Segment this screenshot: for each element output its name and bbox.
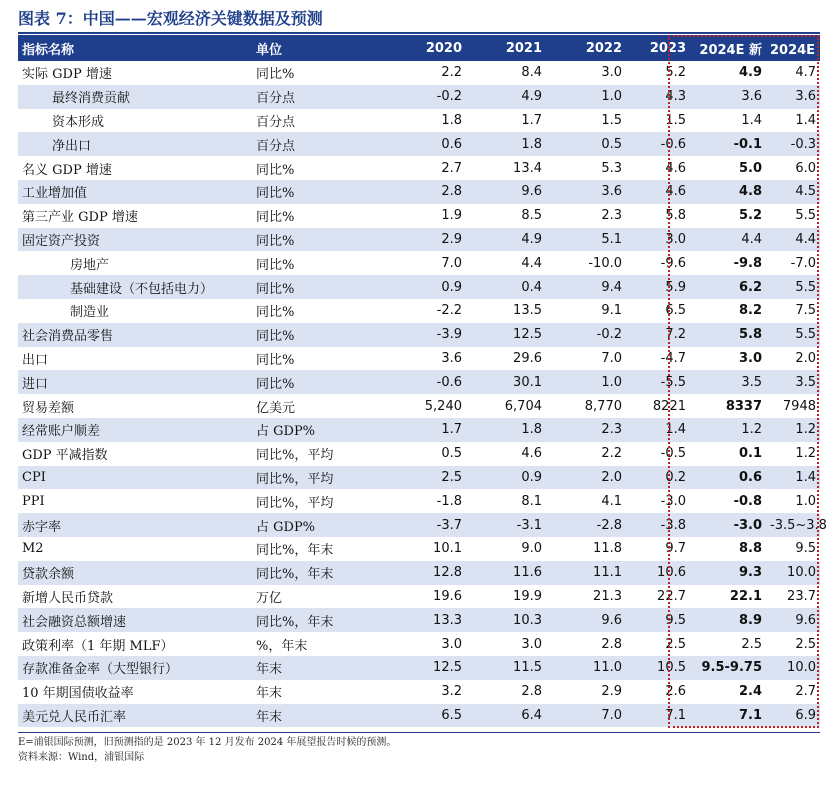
value-2023-cell: 3.0	[626, 228, 690, 252]
forecast-old-cell: 5.5	[795, 208, 816, 224]
header-indicator: 指标名称	[18, 35, 252, 61]
macro-data-table	[18, 35, 833, 727]
indicator-cell: 美元兑人民币汇率	[18, 704, 252, 728]
forecast-new-cell: 4.8	[690, 180, 766, 204]
indicator-cell: 赤字率	[18, 513, 252, 537]
value-2022-cell: 1.5	[601, 112, 622, 128]
value-2020-cell: 13.3	[382, 608, 466, 632]
header-2021: 2021	[466, 35, 546, 61]
value-2023-cell: -3.8	[626, 513, 690, 537]
table-row	[18, 347, 820, 371]
value-2021-cell: 2.8	[521, 684, 542, 700]
header-2024e-new: 2024E 新	[690, 35, 766, 61]
value-2020-cell: 1.8	[441, 112, 462, 128]
indicator-cell: 社会融资总额增速	[18, 608, 252, 632]
value-2023-cell: 1.5	[665, 112, 686, 128]
forecast-old-cell: 4.7	[795, 65, 816, 81]
table-row	[18, 61, 820, 85]
value-2021-cell: 11.6	[466, 561, 546, 585]
forecast-old-cell: 3.6	[766, 85, 820, 109]
indicator-cell: 政策利率（1 年期 MLF）	[22, 638, 174, 654]
forecast-new-cell: 4.9	[738, 65, 762, 81]
value-2022-cell: 7.0	[546, 704, 626, 728]
value-2023-cell: 2.6	[665, 684, 686, 700]
forecast-note: E=浦银国际预测，旧预测指的是 2023 年 12 月发布 2024 年展望报告时候的预测。	[18, 737, 397, 748]
value-2023-cell: -3.0	[660, 493, 686, 509]
indicator-cell: 新增人民币贷款	[22, 590, 114, 606]
forecast-new-cell: 2.4	[738, 684, 762, 700]
value-2022-cell: -10.0	[588, 255, 622, 271]
indicator-cell: 10 年期国债收益率	[22, 686, 134, 702]
forecast-new-cell: 3.6	[690, 85, 766, 109]
value-2022-cell: 9.1	[601, 303, 622, 319]
value-2021-cell: 1.8	[466, 132, 546, 156]
value-2021-cell: 1.8	[466, 418, 546, 442]
forecast-new-cell: 2.5	[741, 636, 762, 652]
value-2020-cell: 12.8	[382, 561, 466, 585]
forecast-old-cell: 5.5	[766, 323, 820, 347]
value-2022-cell: 8,770	[584, 398, 622, 414]
value-2022-cell: -0.2	[546, 323, 626, 347]
value-2020-cell: -0.6	[382, 370, 466, 394]
value-2021-cell: 8.4	[521, 65, 542, 81]
indicator-cell: 实际 GDP 增速	[22, 67, 112, 83]
forecast-old-cell: 3.5	[766, 370, 820, 394]
unit-cell: 百分点	[256, 114, 296, 130]
header-unit: 单位	[252, 35, 382, 61]
header-2023: 2023	[626, 35, 690, 61]
value-2021-cell: 6.4	[466, 704, 546, 728]
forecast-old-cell: -3.5~3.8	[766, 513, 820, 537]
forecast-new-cell: 3.0	[738, 350, 762, 366]
value-2020-cell: 2.8	[382, 180, 466, 204]
unit-cell: 占 GDP%	[252, 418, 382, 442]
table-row	[18, 204, 820, 228]
value-2022-cell: 2.2	[601, 446, 622, 462]
value-2022-cell: 2.3	[601, 208, 622, 224]
value-2020-cell: 5,240	[424, 398, 462, 414]
table-row	[18, 585, 820, 609]
table-row	[18, 370, 820, 394]
value-2022-cell: 0.5	[546, 132, 626, 156]
value-2021-cell: 3.0	[521, 636, 542, 652]
forecast-old-cell: 1.2	[766, 418, 820, 442]
value-2023-cell: -9.6	[660, 255, 686, 271]
header-2022: 2022	[546, 35, 626, 61]
value-2021-cell: 19.9	[513, 588, 542, 604]
forecast-old-cell: 1.2	[795, 446, 816, 462]
unit-cell: 同比%	[256, 67, 295, 83]
value-2023-cell: 4.6	[626, 180, 690, 204]
value-2020-cell: 2.5	[382, 466, 466, 490]
forecast-new-cell: 8337	[725, 398, 762, 414]
forecast-old-cell: 4.5	[766, 180, 820, 204]
forecast-new-cell: 9.5-9.75	[690, 656, 766, 680]
forecast-new-cell: 5.8	[690, 323, 766, 347]
table-row	[18, 513, 820, 537]
table-row	[18, 680, 820, 704]
value-2022-cell: 2.3	[546, 418, 626, 442]
value-2021-cell: 29.6	[513, 350, 542, 366]
forecast-new-cell: 5.0	[738, 160, 762, 176]
table-row	[18, 132, 820, 156]
value-2023-cell: 5.9	[626, 275, 690, 299]
value-2023-cell: 7.2	[626, 323, 690, 347]
unit-cell: 同比%，年末	[252, 608, 382, 632]
value-2022-cell: 9.4	[546, 275, 626, 299]
table-row	[18, 442, 820, 466]
table-row	[18, 251, 820, 275]
value-2023-cell: 4.6	[665, 160, 686, 176]
value-2022-cell: 5.1	[546, 228, 626, 252]
forecast-old-cell: 10.0	[766, 656, 820, 680]
value-2022-cell: 2.0	[546, 466, 626, 490]
indicator-cell: 工业增加值	[18, 180, 252, 204]
value-2022-cell: 21.3	[593, 588, 622, 604]
indicator-cell: GDP 平减指数	[22, 448, 108, 464]
value-2023-cell: 5.2	[665, 65, 686, 81]
forecast-new-cell: 1.2	[690, 418, 766, 442]
unit-cell: 同比%	[252, 323, 382, 347]
value-2022-cell: 3.0	[601, 65, 622, 81]
unit-cell: 同比%	[256, 257, 295, 273]
indicator-cell: 名义 GDP 增速	[22, 162, 112, 178]
indicator-cell: 房地产	[70, 257, 110, 273]
indicator-cell: 进口	[18, 370, 252, 394]
forecast-new-cell: 6.2	[690, 275, 766, 299]
unit-cell: 同比%	[252, 370, 382, 394]
value-2021-cell: 30.1	[466, 370, 546, 394]
value-2023-cell: 9.7	[665, 541, 686, 557]
unit-cell: 同比%	[256, 352, 295, 368]
forecast-old-cell: 6.9	[766, 704, 820, 728]
table-row	[18, 323, 820, 347]
value-2020-cell: 2.9	[382, 228, 466, 252]
forecast-old-cell: 5.5	[766, 275, 820, 299]
indicator-cell: 存款准备金率（大型银行）	[18, 656, 252, 680]
value-2023-cell: 22.7	[657, 588, 686, 604]
forecast-new-cell: 0.6	[690, 466, 766, 490]
unit-cell: 百分点	[252, 85, 382, 109]
unit-cell: 万亿	[256, 590, 283, 606]
forecast-old-cell: 4.4	[766, 228, 820, 252]
value-2023-cell: 1.4	[626, 418, 690, 442]
value-2023-cell: 10.5	[626, 656, 690, 680]
forecast-new-cell: 22.1	[729, 588, 762, 604]
indicator-cell: 社会消费品零售	[18, 323, 252, 347]
forecast-old-cell: 6.0	[795, 160, 816, 176]
value-2020-cell: 10.1	[433, 541, 462, 557]
indicator-cell: 最终消费贡献	[18, 85, 252, 109]
value-2020-cell: 2.2	[441, 65, 462, 81]
indicator-cell: M2	[22, 541, 44, 557]
value-2020-cell: 3.6	[441, 350, 462, 366]
forecast-new-cell: 8.8	[738, 541, 762, 557]
forecast-old-cell: 1.4	[766, 466, 820, 490]
forecast-new-cell: -9.8	[733, 255, 762, 271]
table-row	[18, 418, 820, 442]
value-2023-cell: 9.5	[626, 608, 690, 632]
value-2020-cell: -3.9	[382, 323, 466, 347]
table-row	[18, 489, 820, 513]
unit-cell: 同比%，平均	[256, 448, 334, 464]
unit-cell: 同比%，年末	[256, 543, 334, 559]
unit-cell: 占 GDP%	[252, 513, 382, 537]
value-2021-cell: 4.6	[521, 446, 542, 462]
value-2021-cell: 6,704	[504, 398, 542, 414]
value-2022-cell: 1.0	[546, 370, 626, 394]
value-2023-cell: 2.5	[665, 636, 686, 652]
header-2024e-old: 2024E 旧	[766, 35, 820, 61]
value-2022-cell: 9.6	[546, 608, 626, 632]
table-row	[18, 180, 820, 204]
value-2023-cell: 8221	[652, 398, 686, 414]
table-row	[18, 561, 820, 585]
value-2023-cell: -4.7	[660, 350, 686, 366]
value-2022-cell: 1.0	[546, 85, 626, 109]
table-row	[18, 656, 820, 680]
value-2020-cell: -2.2	[436, 303, 462, 319]
table-row	[18, 299, 820, 323]
unit-cell: 同比%	[256, 210, 295, 226]
forecast-new-cell: -3.0	[690, 513, 766, 537]
indicator-cell: 固定资产投资	[18, 228, 252, 252]
forecast-old-cell: -0.3	[766, 132, 820, 156]
value-2021-cell: 10.3	[466, 608, 546, 632]
value-2020-cell: -0.2	[382, 85, 466, 109]
value-2022-cell: 5.3	[601, 160, 622, 176]
title-rule	[18, 32, 820, 34]
value-2021-cell: 0.4	[466, 275, 546, 299]
value-2020-cell: 19.6	[433, 588, 462, 604]
unit-cell: 百分点	[252, 132, 382, 156]
value-2020-cell: 3.2	[441, 684, 462, 700]
value-2020-cell: -3.7	[382, 513, 466, 537]
unit-cell: 同比%	[252, 275, 382, 299]
indicator-cell: 制造业	[70, 305, 110, 321]
value-2023-cell: 0.2	[626, 466, 690, 490]
forecast-new-cell: 8.2	[738, 303, 762, 319]
value-2020-cell: 0.6	[382, 132, 466, 156]
value-2022-cell: 4.1	[601, 493, 622, 509]
indicator-cell: 出口	[22, 352, 49, 368]
value-2021-cell: 4.9	[466, 228, 546, 252]
unit-cell: 同比%	[256, 162, 295, 178]
value-2023-cell: -5.5	[626, 370, 690, 394]
unit-cell: 亿美元	[256, 400, 296, 416]
value-2023-cell: -0.5	[660, 446, 686, 462]
value-2023-cell: 6.5	[665, 303, 686, 319]
table-bottom-rule	[18, 732, 820, 733]
forecast-old-cell: 9.6	[766, 608, 820, 632]
forecast-old-cell: 2.7	[795, 684, 816, 700]
header-2020: 2020	[382, 35, 466, 61]
forecast-new-cell: 4.4	[690, 228, 766, 252]
value-2022-cell: 2.9	[601, 684, 622, 700]
value-2023-cell: 10.6	[626, 561, 690, 585]
forecast-new-cell: 9.3	[690, 561, 766, 585]
value-2021-cell: -3.1	[466, 513, 546, 537]
unit-cell: 同比%，平均	[256, 495, 334, 511]
value-2021-cell: 11.5	[466, 656, 546, 680]
table-row	[18, 537, 820, 561]
indicator-cell: 贸易差额	[22, 400, 75, 416]
forecast-old-cell: 9.5	[795, 541, 816, 557]
table-row	[18, 704, 820, 728]
indicator-cell: PPI	[22, 493, 45, 509]
table-row	[18, 608, 820, 632]
unit-cell: 同比%	[256, 305, 295, 321]
table-row	[18, 228, 820, 252]
source-note: 资料来源：Wind，浦银国际	[18, 752, 145, 763]
forecast-old-cell: 10.0	[766, 561, 820, 585]
unit-cell: %，年末	[256, 638, 308, 654]
forecast-new-cell: 1.4	[741, 112, 762, 128]
unit-cell: 同比%，年末	[252, 561, 382, 585]
table-row	[18, 85, 820, 109]
forecast-new-cell: 3.5	[690, 370, 766, 394]
value-2021-cell: 4.4	[521, 255, 542, 271]
value-2020-cell: 0.5	[441, 446, 462, 462]
value-2021-cell: 13.4	[513, 160, 542, 176]
table-row	[18, 275, 820, 299]
indicator-cell: 第三产业 GDP 增速	[22, 210, 138, 226]
unit-cell: 同比%	[252, 180, 382, 204]
forecast-old-cell: 1.0	[795, 493, 816, 509]
figure-title: 图表 7：中国——宏观经济关键数据及预测	[18, 9, 323, 28]
unit-cell: 同比%，平均	[252, 466, 382, 490]
forecast-old-cell: 7948	[782, 398, 816, 414]
indicator-cell: 基础建设（不包括电力）	[18, 275, 252, 299]
forecast-old-cell: 2.5	[795, 636, 816, 652]
table-row	[18, 466, 820, 490]
value-2021-cell: 12.5	[466, 323, 546, 347]
indicator-cell: 资本形成	[52, 114, 105, 130]
value-2021-cell: 9.6	[466, 180, 546, 204]
value-2022-cell: 7.0	[601, 350, 622, 366]
forecast-new-cell: 5.2	[738, 208, 762, 224]
value-2021-cell: 13.5	[513, 303, 542, 319]
unit-cell: 年末	[252, 656, 382, 680]
table-row	[18, 632, 820, 656]
value-2021-cell: 9.0	[521, 541, 542, 557]
value-2023-cell: -0.6	[626, 132, 690, 156]
value-2020-cell: 2.7	[441, 160, 462, 176]
value-2022-cell: 11.8	[593, 541, 622, 557]
indicator-cell: 净出口	[18, 132, 252, 156]
value-2020-cell: 1.7	[382, 418, 466, 442]
forecast-old-cell: 1.4	[795, 112, 816, 128]
value-2022-cell: 3.6	[546, 180, 626, 204]
forecast-new-cell: -0.1	[690, 132, 766, 156]
table-row	[18, 156, 820, 180]
value-2022-cell: -2.8	[546, 513, 626, 537]
value-2023-cell: 5.8	[665, 208, 686, 224]
value-2022-cell: 2.8	[601, 636, 622, 652]
unit-cell: 年末	[256, 686, 283, 702]
value-2023-cell: 7.1	[626, 704, 690, 728]
indicator-cell: 经常账户顺差	[18, 418, 252, 442]
forecast-new-cell: 7.1	[690, 704, 766, 728]
value-2020-cell: 7.0	[441, 255, 462, 271]
unit-cell: 年末	[252, 704, 382, 728]
value-2023-cell: 4.3	[626, 85, 690, 109]
table-header-row	[18, 35, 820, 61]
forecast-old-cell: -7.0	[790, 255, 816, 271]
indicator-cell: 贷款余额	[18, 561, 252, 585]
value-2020-cell: 3.0	[441, 636, 462, 652]
value-2021-cell: 4.9	[466, 85, 546, 109]
value-2021-cell: 1.7	[521, 112, 542, 128]
table-row	[18, 109, 820, 133]
value-2022-cell: 11.0	[546, 656, 626, 680]
value-2020-cell: -1.8	[436, 493, 462, 509]
forecast-new-cell: 0.1	[738, 446, 762, 462]
value-2020-cell: 6.5	[382, 704, 466, 728]
forecast-new-cell: -0.8	[733, 493, 762, 509]
value-2021-cell: 0.9	[466, 466, 546, 490]
forecast-new-cell: 8.9	[690, 608, 766, 632]
value-2021-cell: 8.5	[521, 208, 542, 224]
forecast-old-cell: 23.7	[787, 588, 816, 604]
forecast-old-cell: 7.5	[795, 303, 816, 319]
value-2020-cell: 0.9	[382, 275, 466, 299]
indicator-cell: CPI	[18, 466, 252, 490]
value-2020-cell: 12.5	[382, 656, 466, 680]
value-2022-cell: 11.1	[546, 561, 626, 585]
unit-cell: 同比%	[252, 228, 382, 252]
value-2021-cell: 8.1	[521, 493, 542, 509]
table-row	[18, 394, 820, 418]
forecast-old-cell: 2.0	[795, 350, 816, 366]
value-2020-cell: 1.9	[441, 208, 462, 224]
